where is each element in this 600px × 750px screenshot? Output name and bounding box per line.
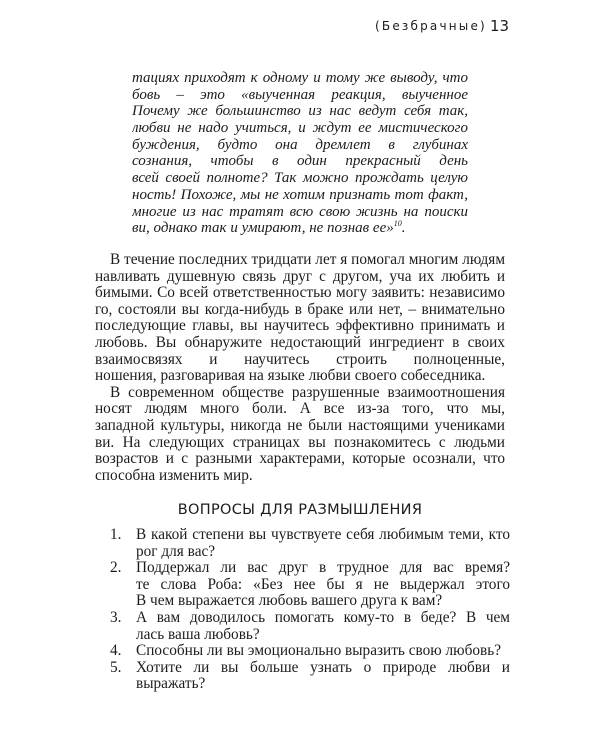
text-line: Хотите ли вы больше узнать о природе любви и — [136, 659, 510, 676]
quote-line: ность! Похоже, мы не хотим признать тот факт, — [132, 186, 468, 203]
quote-text: ви, однако так и умирают, не познав ее» — [132, 220, 394, 237]
text-line: любовь. Вы обнаружите недостающий ингредиент в своих — [95, 334, 505, 351]
text-line: взаимосвязях и научитесь строить полноценные, — [95, 351, 505, 368]
quote-line: сознания, чтобы в один прекрасный день — [132, 153, 468, 170]
text-line: Поддержал ли вас друг в трудное для вас время? — [136, 560, 510, 577]
body-text — [95, 252, 505, 484]
question-number: 3. — [110, 608, 122, 626]
paragraph — [95, 385, 505, 485]
text-line: В какой степени вы чувствуете себя любимым теми, кто — [136, 527, 510, 543]
text-line: В течение последних тридцати лет я помогал многим людям — [110, 252, 505, 268]
text-line: В современном обществе разрушенные взаимоотношения — [110, 384, 505, 401]
footnote-ref: 10 — [393, 220, 402, 229]
quote-line: многие из нас тратят всю свою жизнь на поиски — [132, 203, 468, 220]
question-item — [110, 527, 510, 560]
section-heading: ВОПРОСЫ ДЛЯ РАЗМЫШЛЕНИЯ — [177, 502, 423, 518]
paragraph — [95, 252, 505, 385]
question-item — [110, 643, 510, 660]
text-line: последующие главы, вы научитесь эффективно принимать и — [95, 318, 505, 335]
text-line: те слова Роба: «Без нее бы я не выдержал этого — [136, 576, 510, 593]
running-title: (Безбрачные) — [375, 19, 487, 33]
question-number: 1. — [110, 526, 122, 543]
text-line: Способны ли вы эмоционально выразить свою любовь? — [136, 643, 501, 660]
text-line: ношения, разговаривая на языке любви своего собеседника. — [95, 368, 486, 385]
text-line: рог для вас? — [136, 543, 216, 560]
text-line: лась ваша любовь? — [136, 626, 260, 643]
quote-line: Почему же большинство из нас ведут себя так, — [132, 103, 468, 120]
question-number: 2. — [110, 559, 122, 577]
question-item — [110, 660, 510, 693]
quote-line: всей своей полноте? Так можно прождать целую — [132, 170, 468, 187]
quote-line: любви не надо учиться, и ждут ее мистического — [132, 120, 468, 137]
text-line: В чем выражается любовь вашего друга к вам? — [136, 593, 443, 610]
quote-line: бовь – это «выученная реакция, выученное — [132, 86, 468, 103]
text-line: А вам доводилось помогать кому-то в беде? В чем — [136, 609, 510, 626]
quote-line: тациях приходят к одному и тому же выводу, что — [132, 70, 468, 86]
text-line: западной культуры, никогда не были настоящими учениками — [95, 417, 505, 434]
text-line: способна изменить мир. — [95, 467, 253, 484]
block-quote — [132, 70, 468, 237]
text-line: ви. На следующих страницах вы познакомитесь с людьми — [95, 434, 505, 451]
text-line: навливать душевную связь друг с другом, уча их любить и — [95, 268, 505, 285]
quote-line: буждения, будто она дремлет в глубинах — [132, 136, 468, 153]
questions-list — [110, 527, 510, 693]
quote-end: . — [401, 220, 406, 237]
text-line: носят людям много боли. А все из-за того, что мы, — [95, 401, 505, 418]
text-line: го, состояли вы когда-нибудь в браке или нет, – внимательно — [95, 301, 505, 318]
question-item — [110, 560, 510, 610]
text-line: бимыми. Со всей ответственностью могу заявить: независимо — [95, 285, 505, 302]
question-number: 4. — [110, 642, 122, 660]
question-item — [110, 610, 510, 643]
question-number: 5. — [110, 658, 122, 676]
text-line: возрастов и с разными характерами, которые осознали, что — [95, 451, 505, 468]
running-header — [370, 19, 510, 39]
page-number: 13 — [490, 17, 510, 35]
quote-line-last — [132, 220, 468, 237]
text-line: выражать? — [136, 676, 206, 693]
